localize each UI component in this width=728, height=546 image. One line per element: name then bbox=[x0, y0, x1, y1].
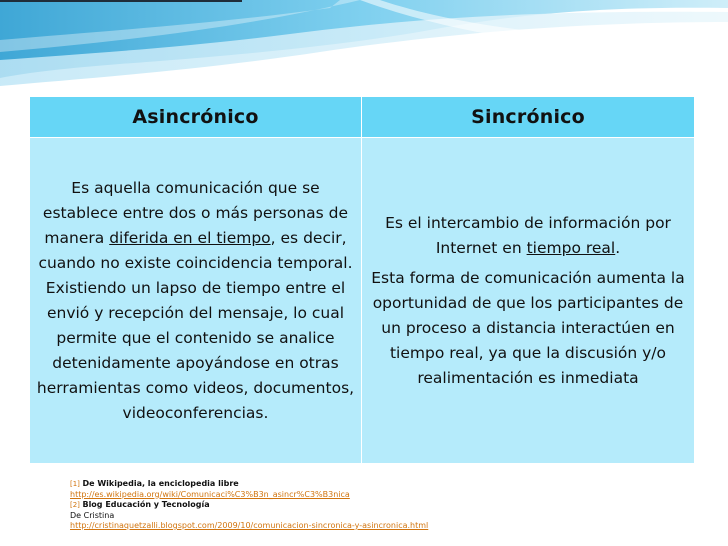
sync-paragraph-1 bbox=[368, 211, 688, 261]
async-underlined-term: diferida en el tiempo bbox=[109, 228, 271, 247]
reference-2-author: De Cristina bbox=[70, 510, 115, 520]
table-header-row bbox=[30, 97, 695, 138]
async-description bbox=[30, 138, 362, 464]
comparison-table bbox=[29, 96, 695, 464]
reference-2-number: [2] bbox=[70, 501, 80, 509]
sync-description bbox=[362, 138, 695, 464]
reference-1-link[interactable]: http://es.wikipedia.org/wiki/Comunicaci%C3%B3n_asincr%C3%B3nica bbox=[70, 489, 350, 499]
sync-text-start: Es el intercambio de información por Internet en bbox=[385, 213, 671, 257]
reference-2-title bbox=[70, 500, 710, 511]
sync-text-end: . bbox=[615, 238, 621, 257]
header-sincronico: Sincrónico bbox=[362, 97, 695, 138]
references bbox=[70, 479, 710, 532]
sync-underlined-term: tiempo real bbox=[526, 238, 616, 257]
reference-2-link[interactable]: http://cristinaquetzalli.blogspot.com/2009/10/comunicacion-sincronica-y-asincronica.html bbox=[70, 521, 429, 530]
header-asincronico: Asincrónico bbox=[30, 97, 362, 138]
header-wave-decoration bbox=[0, 0, 728, 90]
async-text-start: Es aquella comunicación que se establece entre dos o más personas de manera bbox=[42, 178, 349, 247]
top-rule bbox=[0, 0, 242, 2]
reference-2-title-text: Blog Educación y Tecnología bbox=[82, 500, 210, 509]
reference-1-number: [1] bbox=[70, 480, 80, 488]
reference-1-title-text: De Wikipedia, la enciclopedia libre bbox=[82, 479, 239, 488]
sync-paragraph-2: Esta forma de comunicación aumenta la oportunidad de que los participantes de un proceso a distancia interactúen en tiempo real, ya que la discusión y/o realimentación es inmediata bbox=[371, 268, 685, 387]
async-text-end: , es decir, cuando no existe coincidencia temporal. Existiendo un lapso de tiempo entre el envió y recepción del mensaje, lo cual permite que el contenido se analice detenidamente apoyándose en otras herramientas como videos, documentos, videoconferencias. bbox=[36, 228, 355, 422]
table-body-row bbox=[30, 138, 695, 464]
reference-1-title bbox=[70, 479, 710, 490]
